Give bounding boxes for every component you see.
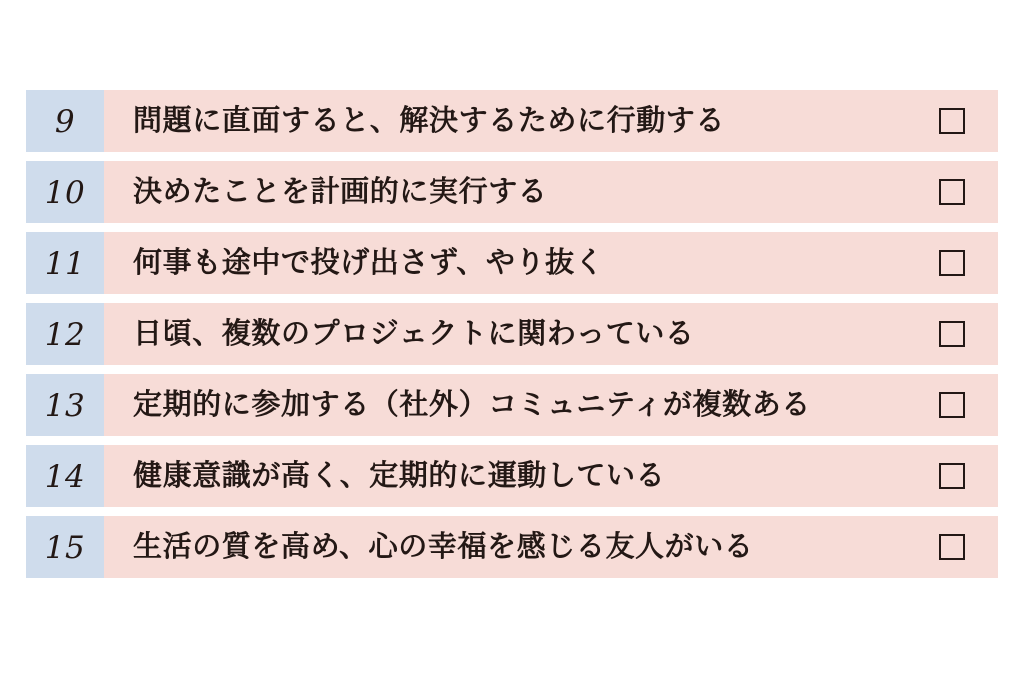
list-item[interactable]: [26, 516, 998, 578]
checkbox-icon[interactable]: [939, 250, 965, 276]
checkbox-icon[interactable]: [939, 108, 965, 134]
item-text-cell: [104, 161, 906, 223]
checklist: [26, 90, 998, 578]
item-text-cell: [104, 374, 906, 436]
list-item[interactable]: [26, 303, 998, 365]
item-number: 13: [44, 387, 86, 424]
item-checkbox-cell[interactable]: [906, 445, 998, 507]
item-number: 9: [54, 103, 76, 140]
item-text-cell: [104, 303, 906, 365]
item-number: 14: [44, 458, 86, 495]
item-number-cell: [26, 161, 104, 223]
item-checkbox-cell[interactable]: [906, 516, 998, 578]
item-text: 定期的に参加する（社外）コミュニティが複数ある: [133, 387, 811, 422]
checkbox-icon[interactable]: [939, 392, 965, 418]
item-number: 15: [44, 529, 86, 566]
checkbox-icon[interactable]: [939, 321, 965, 347]
item-number-cell: [26, 445, 104, 507]
item-checkbox-cell[interactable]: [906, 161, 998, 223]
item-number: 10: [44, 174, 86, 211]
item-text: 何事も途中で投げ出さず、やり抜く: [133, 245, 605, 280]
item-text: 健康意識が高く、定期的に運動している: [133, 458, 666, 493]
item-checkbox-cell[interactable]: [906, 232, 998, 294]
item-number-cell: [26, 303, 104, 365]
checkbox-icon[interactable]: [939, 534, 965, 560]
checkbox-icon[interactable]: [939, 463, 965, 489]
item-checkbox-cell[interactable]: [906, 374, 998, 436]
item-number-cell: [26, 374, 104, 436]
list-item[interactable]: [26, 374, 998, 436]
list-item[interactable]: [26, 445, 998, 507]
item-number-cell: [26, 516, 104, 578]
item-number: 12: [44, 316, 86, 353]
list-item[interactable]: [26, 232, 998, 294]
item-checkbox-cell[interactable]: [906, 90, 998, 152]
item-text-cell: [104, 232, 906, 294]
item-text-cell: [104, 445, 906, 507]
checkbox-icon[interactable]: [939, 179, 965, 205]
list-item[interactable]: [26, 161, 998, 223]
item-text-cell: [104, 516, 906, 578]
item-number-cell: [26, 232, 104, 294]
item-checkbox-cell[interactable]: [906, 303, 998, 365]
item-text: 生活の質を高め、心の幸福を感じる友人がいる: [133, 529, 754, 564]
item-number-cell: [26, 90, 104, 152]
item-text: 決めたことを計画的に実行する: [133, 174, 548, 209]
list-item[interactable]: [26, 90, 998, 152]
item-number: 11: [44, 245, 86, 282]
item-text: 日頃、複数のプロジェクトに関わっている: [133, 316, 695, 351]
item-text: 問題に直面すると、解決するために行動する: [133, 103, 726, 138]
item-text-cell: [104, 90, 906, 152]
